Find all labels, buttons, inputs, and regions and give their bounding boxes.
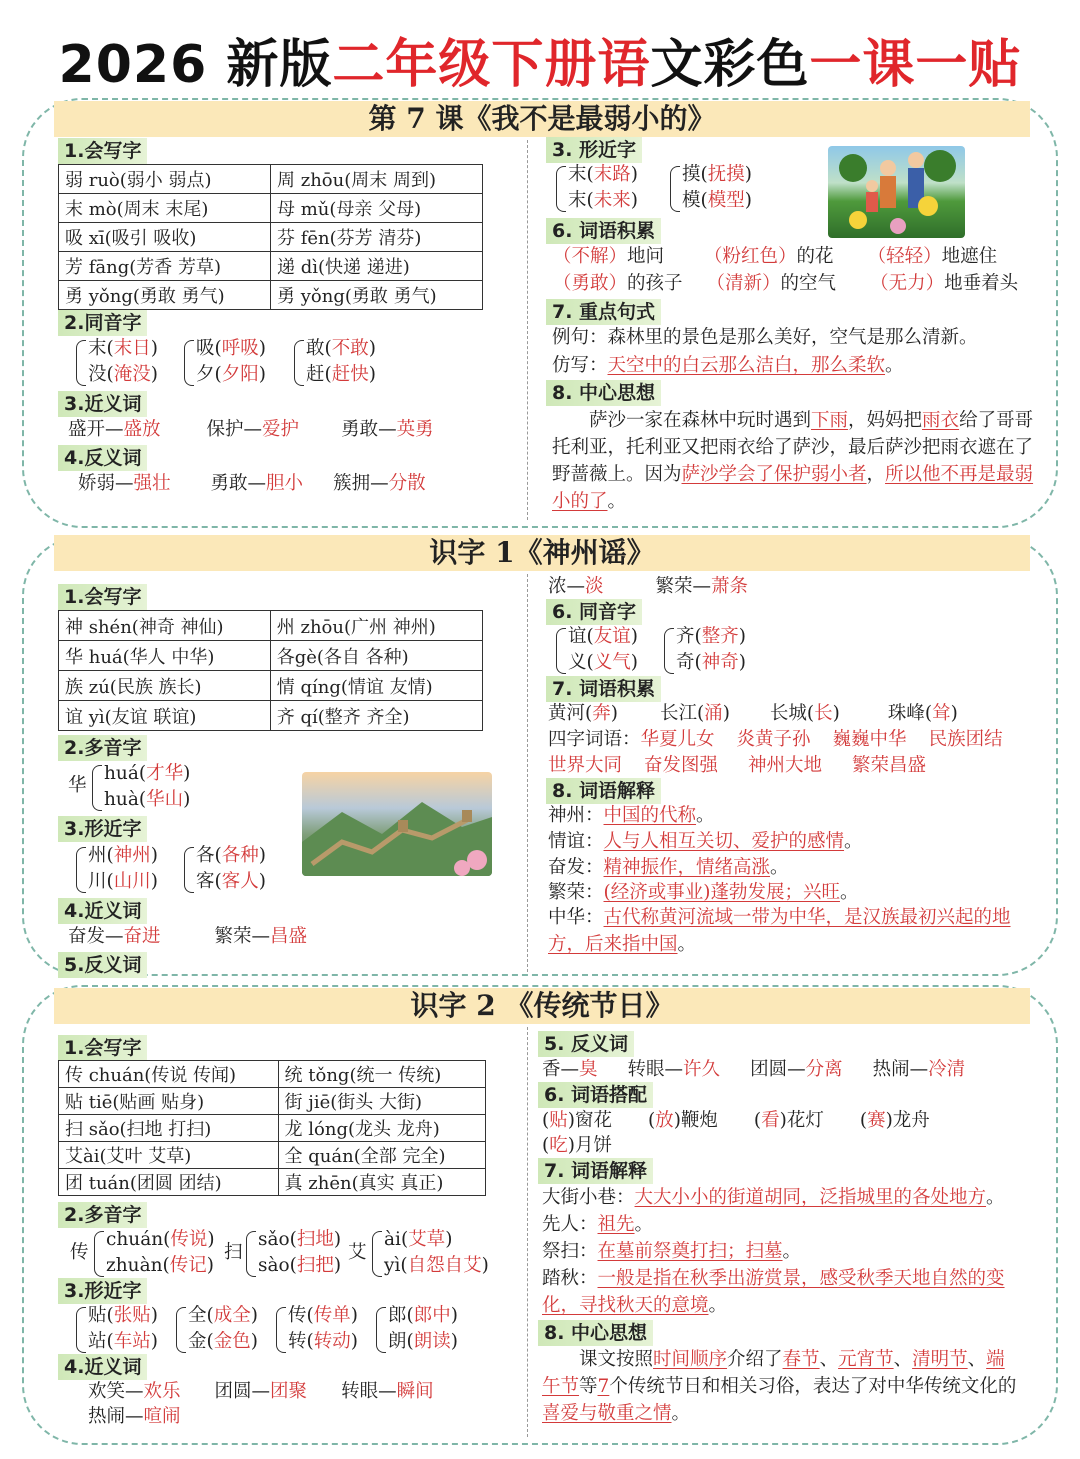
table-cell: 勇 yǒng(勇敢 勇气)	[271, 281, 483, 310]
s2-synonym-heading: 4.近义词	[58, 1354, 147, 1380]
l7-accum-row1: （不解）地问 （粉红色）的花 （轻轻）地遮住	[553, 246, 998, 267]
s1-synonym-heading: 4.近义词	[58, 898, 147, 924]
l7-near-heading: 3. 形近字	[546, 137, 642, 163]
l7-antonyms: 娇弱—强壮 勇敢—胆小 簇拥—分散	[78, 473, 426, 494]
table-cell: 全 quán(全部 完全)	[278, 1142, 485, 1169]
s1-poly-heading: 2.多音字	[58, 735, 147, 761]
s2-write-table	[58, 1060, 486, 1196]
s2-poly-char: 扫	[224, 1242, 243, 1263]
pair-group: 敢(不敢) 赶(赶快)	[294, 336, 376, 388]
divider	[527, 1027, 528, 1437]
table-cell: 谊 yì(友谊 联谊)	[59, 701, 271, 731]
s2-theme-text: 课文按照时间顺序介绍了春节、元宵节、清明节、端午节等7个传统节日和相关习俗，表达了对中华传统文化的喜爱与敬重之情。	[542, 1349, 1017, 1424]
page-title: 2026 新版二年级下册语文彩色一课一贴	[58, 35, 1022, 95]
s2-def-3: 祭扫：在墓前祭奠打扫；扫墓。	[542, 1241, 802, 1262]
table-cell: 吸 xī(吸引 吸收)	[59, 223, 271, 252]
l7-theme-text: 萨沙一家在森林中玩时遇到下雨，妈妈把雨衣给了哥哥托利亚，托利亚又把雨衣给了萨沙，最后萨沙把雨衣遮在了野蔷薇上。因为萨沙学会了保护弱小者，所以他不再是最弱小的了。	[552, 410, 1034, 512]
s2-def-2: 先人：祖先。	[542, 1214, 654, 1235]
pair-group: 贴(张贴) 站(车站)	[76, 1303, 158, 1355]
s2-poly-char: 传	[70, 1242, 89, 1263]
l7-accum-heading: 6. 词语积累	[546, 218, 661, 244]
pair-group: 末(末路) 末(未来)	[556, 162, 638, 214]
s2-write-heading: 1.会写字	[58, 1035, 147, 1061]
s1-near-heading: 3.形近字	[58, 816, 147, 842]
table-cell: 州 zhōu(广州 神州)	[270, 611, 482, 641]
pair-group: 传(传单) 转(转动)	[276, 1303, 358, 1355]
s2-poly-char: 艾	[348, 1242, 367, 1263]
l7-synonym-heading: 3.近义词	[58, 391, 147, 417]
pair-group: sǎo(扫地) sào(扫把)	[246, 1227, 341, 1279]
pair-group: 各(各种) 客(客人)	[184, 843, 266, 895]
divider	[527, 574, 528, 972]
pair-group: 郎(郎中) 朗(朗读)	[376, 1303, 458, 1355]
lesson7-title: 第 7 课《我不是最弱小的》	[54, 101, 1030, 137]
l7-homophone-heading: 2.同音字	[58, 310, 147, 336]
table-cell: 贴 tiē(贴画 贴身)	[59, 1088, 279, 1115]
table-cell: 递 dì(快递 递进)	[271, 252, 483, 281]
s1-accum-heading: 7. 词语积累	[546, 676, 661, 702]
s2-antonyms: 香—臭 转眼—许久 团圆—分离 热闹—冷清	[542, 1059, 966, 1080]
table-cell: 芬 fēn(芬芳 清芬)	[271, 223, 483, 252]
table-cell: 传 chuán(传说 传闻)	[59, 1061, 279, 1088]
s1-antonym-heading: 5.反义词	[58, 952, 147, 978]
s2-def-4: 踏秋：一般是指在秋季出游赏景，感受秋季天地自然的变化，寻找秋天的意境。	[542, 1268, 1005, 1316]
table-cell: 弱 ruò(弱小 弱点)	[59, 165, 271, 194]
pair-group: 吸(呼吸) 夕(夕阳)	[184, 336, 266, 388]
table-cell: 团 tuán(团圆 团结)	[59, 1169, 279, 1196]
s1-poly-char: 华	[68, 775, 87, 796]
s2-poly-heading: 2.多音字	[58, 1202, 147, 1228]
table-cell: 龙 lóng(龙头 龙舟)	[278, 1115, 485, 1142]
table-cell: 街 jiē(街头 大街)	[278, 1088, 485, 1115]
great-wall-illustration	[302, 772, 492, 876]
s2-near-heading: 3.形近字	[58, 1278, 147, 1304]
s1-def-4: 繁荣：(经济或事业)蓬勃发展；兴旺。	[548, 882, 859, 903]
l7-synonyms: 盛开—盛放 保护—爱护 勇敢—英勇	[68, 419, 434, 440]
s1-def-1: 神州：中国的代称。	[548, 805, 715, 826]
s1-homophone-heading: 6. 同音字	[546, 599, 642, 625]
table-cell: 各gè(各自 各种)	[270, 641, 482, 671]
pair-group: chuán(传说) zhuàn(传记)	[94, 1227, 215, 1279]
s2-synonyms-row1: 欢笑—欢乐 团圆—团聚 转眼—瞬间	[88, 1381, 434, 1402]
s2-collocation-heading: 6. 词语搭配	[538, 1082, 653, 1108]
table-cell: 勇 yǒng(勇敢 勇气)	[59, 281, 271, 310]
s2-synonyms-row2: 热闹—喧闹	[88, 1406, 181, 1427]
table-cell: 神 shén(神奇 神仙)	[59, 611, 271, 641]
s1-def-3: 奋发：精神振作，情绪高涨。	[548, 857, 789, 878]
l7-sentence-heading: 7. 重点句式	[546, 299, 661, 325]
family-forest-illustration	[828, 146, 965, 238]
s1-four-words-row2: 世界大同 奋发图强 神州大地 繁荣昌盛	[548, 755, 927, 776]
l7-imitation: 仿写：天空中的白云那么洁白，那么柔软。	[552, 355, 904, 376]
l7-write-heading: 1.会写字	[58, 138, 147, 164]
pair-group: 谊(友谊) 义(义气)	[556, 624, 638, 676]
s2-def-1: 大街小巷：大大小小的街道胡同，泛指城里的各处地方。	[542, 1187, 1005, 1208]
table-cell: 芳 fāng(芳香 芳草)	[59, 252, 271, 281]
table-cell: 母 mǔ(母亲 父母)	[271, 194, 483, 223]
l7-accum-row2: （勇敢）的孩子 （清新）的空气 （无力）地垂着头	[553, 273, 1019, 294]
table-cell: 末 mò(周末 末尾)	[59, 194, 271, 223]
table-cell: 统 tǒng(统一 传统)	[278, 1061, 485, 1088]
table-cell: 艾ài(艾叶 艾草)	[59, 1142, 279, 1169]
pair-group: huá(才华) huà(华山)	[92, 761, 190, 813]
l7-example: 例句：森林里的景色是那么美好，空气是那么清新。	[552, 327, 978, 348]
s1-def-5: 中华：古代称黄河流域一带为中华，是汉族最初兴起的地方，后来指中国。	[548, 907, 1011, 955]
s1-synonyms: 奋发—奋进 繁荣—昌盛	[68, 926, 308, 947]
l7-write-table	[58, 164, 483, 310]
table-cell: 扫 sǎo(扫地 打扫)	[59, 1115, 279, 1142]
l7-antonym-heading: 4.反义词	[58, 445, 147, 471]
pair-group: 州(神州) 川(山川)	[76, 843, 158, 895]
table-cell: 真 zhēn(真实 真正)	[278, 1169, 485, 1196]
literacy2-title: 识字 2 《传统节日》	[54, 988, 1030, 1024]
s2-antonym-heading: 5. 反义词	[538, 1031, 634, 1057]
table-cell: 周 zhōu(周末 周到)	[271, 165, 483, 194]
s1-def-2: 情谊：人与人相互关切、爱护的感情。	[548, 831, 863, 852]
pair-group: 全(成全) 金(金色)	[176, 1303, 258, 1355]
pair-group: 摸(抚摸) 模(模型)	[670, 162, 752, 214]
divider	[527, 140, 528, 520]
s2-collocation-row2: (吃)月饼	[542, 1135, 612, 1156]
s2-theme-heading: 8. 中心思想	[538, 1320, 653, 1346]
great-wall-image	[302, 772, 492, 876]
pair-group: 齐(整齐) 奇(神奇)	[664, 624, 746, 676]
family-forest-image	[828, 146, 965, 238]
l7-theme-heading: 8. 中心思想	[546, 380, 661, 406]
table-cell: 齐 qí(整齐 齐全)	[270, 701, 482, 731]
s1-rivers: 黄河(奔) 长江(涌) 长城(长) 珠峰(耸)	[548, 703, 958, 724]
s1-define-heading: 8. 词语解释	[546, 778, 661, 804]
pair-group: 末(末日) 没(淹没)	[76, 336, 158, 388]
s1-four-words-row1: 四字词语：华夏儿女 炎黄子孙 巍巍中华 民族团结	[548, 729, 1003, 750]
table-cell: 华 huá(华人 中华)	[59, 641, 271, 671]
s1-write-heading: 1.会写字	[58, 584, 147, 610]
pair-group: ài(艾草) yì(自怨自艾)	[372, 1227, 489, 1279]
literacy1-title: 识字 1《神州谣》	[54, 535, 1030, 571]
table-cell: 情 qíng(情谊 友情)	[270, 671, 482, 701]
s1-write-table	[58, 610, 483, 731]
s2-collocation-row1: (贴)窗花 (放)鞭炮 (看)花灯 (赛)龙舟	[542, 1110, 930, 1131]
s2-define-heading: 7. 词语解释	[538, 1158, 653, 1184]
s1-antonyms: 浓—淡 繁荣—萧条	[548, 576, 749, 597]
table-cell: 族 zú(民族 族长)	[59, 671, 271, 701]
